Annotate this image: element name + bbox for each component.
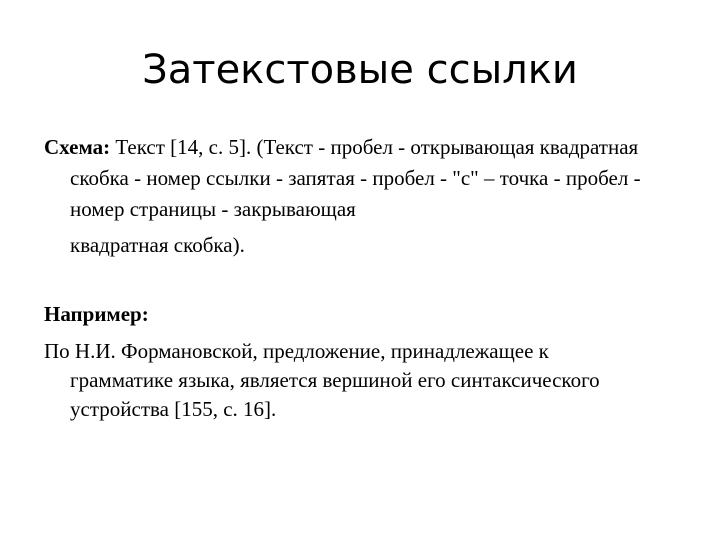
schema-text-tail: квадратная скобка). [70, 233, 245, 257]
schema-text: Текст [14, с. 5]. (Текст - пробел - открывающая квадратная скобка - номер ссылки - запятая - пробел - "с" – точка - пробел - номер страницы - закрывающая [70, 135, 641, 221]
example-text: По Н.И. Формановской, предложение, принадлежащее к грамматике языка, является вершиной его синтаксического устройства [155, с. 16]. [44, 339, 600, 421]
slide-body [44, 132, 644, 424]
schema-label: Схема: [44, 135, 111, 159]
schema-paragraph [44, 132, 644, 225]
slide-title: Затекстовые ссылки [142, 47, 578, 93]
example-heading: Например: [44, 302, 149, 326]
